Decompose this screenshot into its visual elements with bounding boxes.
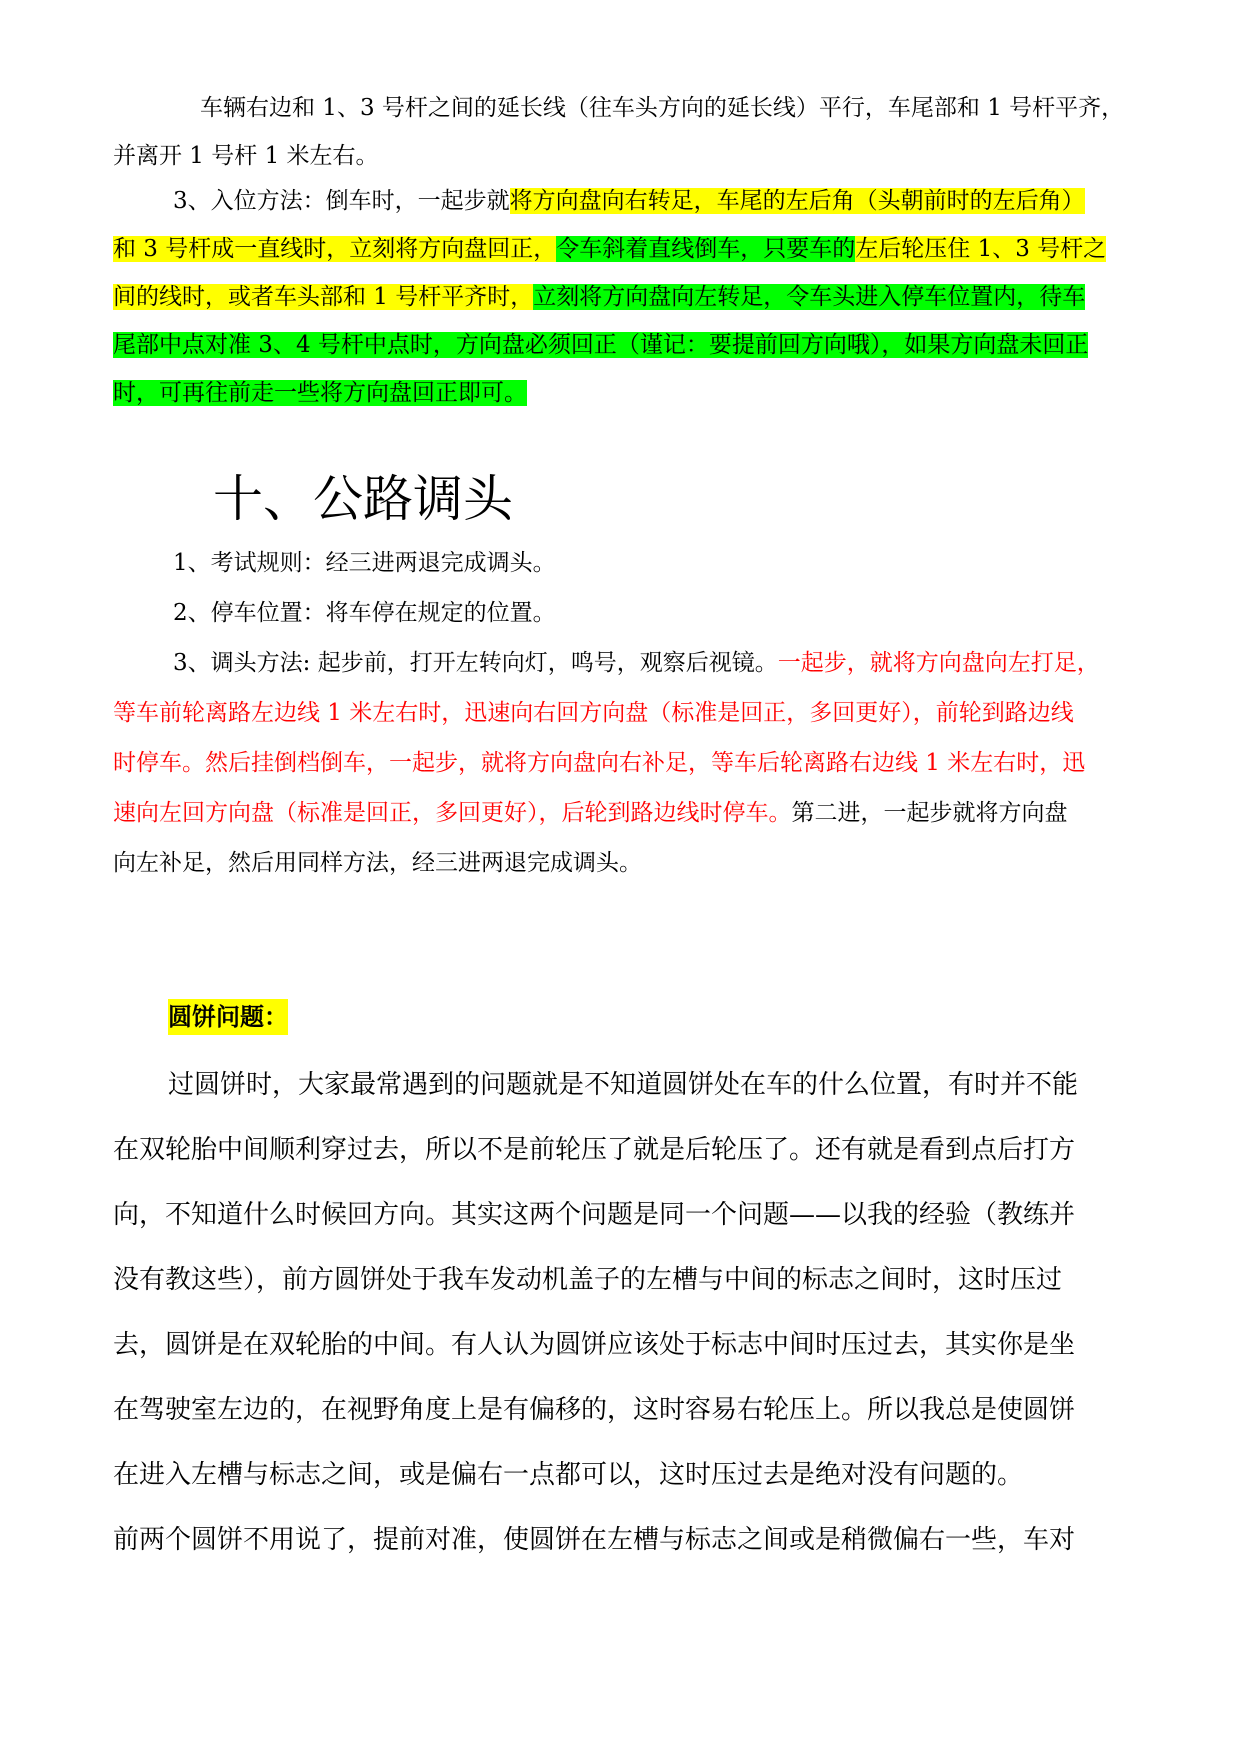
green-highlight: 令车斜着直线倒车，只要车的: [556, 236, 856, 262]
text-line: 在双轮胎中间顺利穿过去，所以不是前轮压了就是后轮压了。还有就是看到点后打方: [113, 1135, 1076, 1165]
heading-yuanbing-problem: 圆饼问题：: [168, 999, 288, 1035]
section-heading-road-u-turn: 十、公路调头: [213, 470, 513, 528]
red-emphasis: 时停车。然后挂倒档倒车，一起步，就将方向盘向右补足，等车后轮离路右边线 1 米左右时，迅: [113, 750, 1086, 776]
text-line: 向，不知道什么时候回方向。其实这两个问题是同一个问题——以我的经验（教练并: [113, 1200, 1076, 1230]
text-line: [113, 369, 1161, 417]
list-item: 2、停车位置：将车停在规定的位置。: [173, 600, 556, 626]
text-line: 前两个圆饼不用说了，提前对准，使圆饼在左槽与标志之间或是稍微偏右一些，车对: [113, 1525, 1076, 1555]
text-line: 没有教这些），前方圆饼处于我车发动机盖子的左槽与中间的标志之间时，这时压过: [113, 1265, 1063, 1295]
text-line: 在进入左槽与标志之间，或是偏右一点都可以，这时压过去是绝对没有问题的。: [113, 1460, 1024, 1490]
yellow-highlight: 间的线时，或者车头部和 1 号杆平齐时，: [113, 284, 534, 310]
list-item: 1、考试规则：经三进两退完成调头。: [173, 550, 556, 576]
text-line: 向左补足，然后用同样方法，经三进两退完成调头。: [113, 850, 642, 876]
text-line: 车辆右边和 1、3 号杆之间的延长线（往车头方向的延长线）平行，车尾部和 1 号杆平齐，: [200, 95, 1125, 121]
red-emphasis: 一起步，就将方向盘向左打足，: [777, 650, 1100, 676]
green-highlight: 尾部中点对准 3、4 号杆中点时，方向盘必须回正（谨记：要提前回方向哦），如果方向盘未回正: [113, 332, 1089, 358]
text-line: 并离开 1 号杆 1 米左右。: [113, 143, 379, 169]
text-line: [113, 638, 1161, 688]
text-line: [113, 273, 1161, 321]
text-line: [113, 788, 1161, 838]
paragraph-vehicle-alignment: [113, 84, 1161, 180]
green-highlight: 时，可再往前走一些将方向盘回正即可。: [113, 380, 527, 406]
red-emphasis: 等车前轮离路左边线 1 米左右时，迅速向右回方向盘（标准是回正，多回更好），前轮到路边线: [113, 700, 1074, 726]
red-emphasis: 速向左回方向盘（标准是回正，多回更好），后轮到路边线时停车。: [113, 800, 792, 826]
text-line: [113, 177, 1161, 225]
text-line: 去，圆饼是在双轮胎的中间。有人认为圆饼应该处于标志中间时压过去，其实你是坐: [113, 1330, 1076, 1360]
text-line: [113, 321, 1161, 369]
plain-text: 3、入位方法：倒车时，一起步就: [173, 188, 510, 214]
section-road-u-turn-body: [113, 538, 1161, 888]
plain-text: 第二进，一起步就将方向盘: [791, 800, 1068, 826]
yellow-highlight: 将方向盘向右转足，车尾的左后角（头朝前时的左后角）: [509, 188, 1085, 214]
green-highlight: 立刻将方向盘向左转足，令车头进入停车位置内，待车: [533, 284, 1086, 310]
paragraph-yuanbing: [113, 1053, 1161, 1573]
plain-text: 3、调头方法: 起步前，打开左转向灯，鸣号，观察后视镜。: [173, 650, 778, 676]
text-line: [113, 225, 1161, 273]
paragraph-parking-method: [113, 177, 1161, 417]
text-line: 在驾驶室左边的，在视野角度上是有偏移的，这时容易右轮压上。所以我总是使圆饼: [113, 1395, 1076, 1425]
text-line: 过圆饼时，大家最常遇到的问题就是不知道圆饼处在车的什么位置，有时并不能: [168, 1070, 1079, 1100]
yellow-highlight: 左后轮压住 1、3 号杆之: [855, 236, 1107, 262]
yellow-highlight: 和 3 号杆成一直线时，立刻将方向盘回正，: [113, 236, 557, 262]
